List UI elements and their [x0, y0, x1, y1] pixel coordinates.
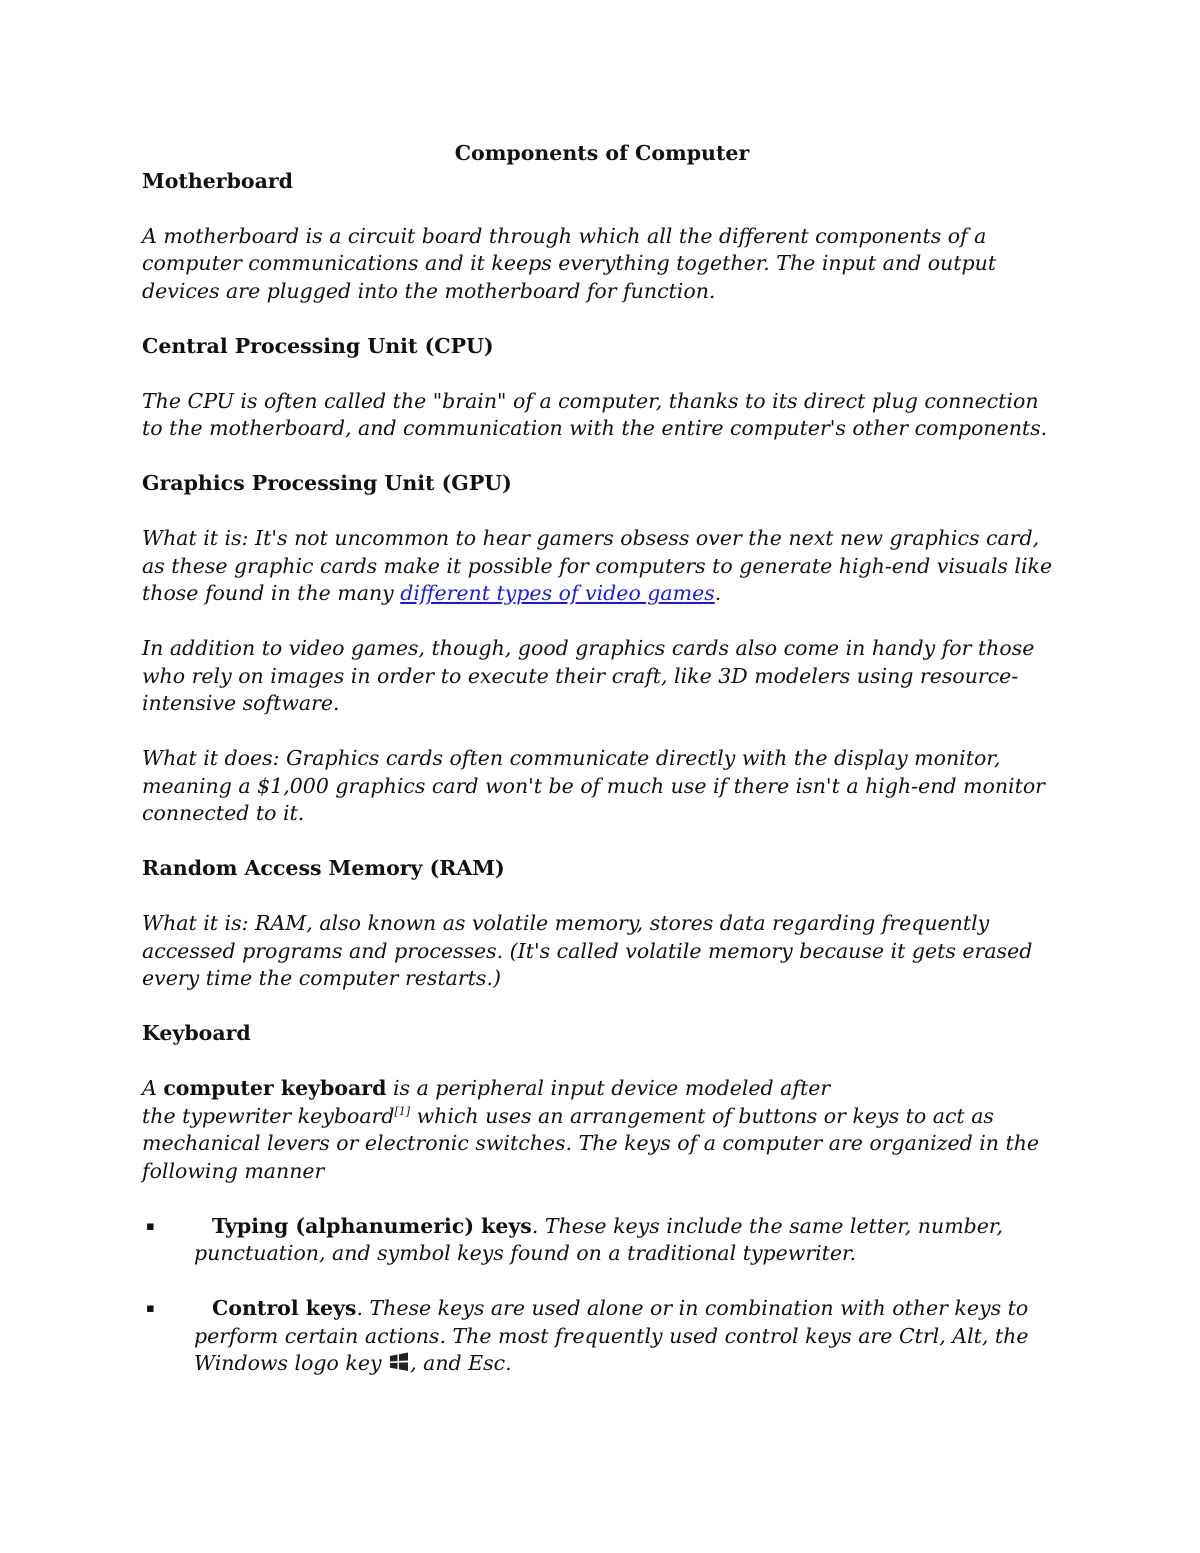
bullet-icon: ▪	[146, 1218, 155, 1234]
list-item-text-end: , and Esc.	[410, 1351, 512, 1375]
keyboard-intro	[142, 1075, 1062, 1185]
gpu-paragraph-3: What it does: Graphics cards often communicate directly with the display monitor, meaning a $1,000 graphics card won't be of much use if there isn't a high-end monitor connected to it.	[142, 746, 1045, 825]
keyboard-intro-a: A	[142, 1076, 164, 1100]
cpu-text: The CPU is often called the "brain" of a computer, thanks to its direct plug connection to the motherboard, and communication with the entire computer's other components.	[142, 388, 1048, 440]
ram-text: What it is: RAM, also known as volatile memory, stores data regarding frequently accessed programs and processes. (It's called volatile memory because it gets erased every time the computer restarts.)	[142, 911, 1033, 990]
windows-logo-icon	[388, 1351, 410, 1373]
list-item-text: . These keys are used alone or in combination with other keys to perform certain actions. The most frequently used control keys are Ctrl, Alt, the Windows logo key	[194, 1296, 1029, 1375]
keyboard-intro-b: is a peripheral input device modeled after	[386, 1076, 831, 1100]
keyboard-term: computer keyboard	[163, 1076, 387, 1100]
gpu-paragraph-1	[142, 525, 1062, 608]
gpu-paragraph-2: In addition to video games, though, good graphics cards also come in handy for those who rely on images in order to execute their craft, like 3D modelers using resource-intensive software.	[142, 636, 1035, 715]
list-item	[142, 1213, 1062, 1268]
keyboard-intro-d: which uses an arrangement of buttons or keys to act as mechanical levers or electronic switches. The keys of a computer are organized in the following manner	[142, 1103, 1040, 1183]
keyboard-heading: Keyboard	[142, 1021, 251, 1045]
list-item-title: Control keys	[212, 1296, 357, 1320]
document-title: Components of Computer	[454, 141, 750, 165]
list-item-title: Typing (alphanumeric) keys	[212, 1213, 532, 1238]
motherboard-text: A motherboard is a circuit board through which all the different components of a computer communications and it keeps everything together. The input and output devices are plugged into the motherboard for function.	[142, 223, 997, 303]
list-spacer	[142, 1268, 1062, 1296]
key-types-list	[142, 1213, 1062, 1378]
bullet-icon: ▪	[146, 1301, 155, 1316]
list-item	[142, 1295, 1062, 1378]
video-games-link[interactable]: different types of video games	[400, 581, 715, 605]
list-item-text: . These keys include the same letter, number, punctuation, and symbol keys found on a traditional typewriter.	[194, 1213, 1003, 1265]
keyboard-intro-c: the typewriter keyboard	[142, 1103, 395, 1128]
ram-heading: Random Access Memory (RAM)	[142, 856, 505, 880]
gpu-p1-end: .	[714, 581, 722, 605]
gpu-p1-text: What it is: It's not uncommon to hear gamers obsess over the next new graphics card, as these graphic cards make it possible for computers to generate high-end visuals like those found in the many	[142, 526, 1053, 605]
motherboard-heading: Motherboard	[142, 168, 294, 193]
document-page	[142, 140, 1062, 1378]
footnote-reference[interactable]: [1]	[394, 1104, 411, 1118]
gpu-heading: Graphics Processing Unit (GPU)	[142, 471, 512, 495]
cpu-heading: Central Processing Unit (CPU)	[142, 333, 494, 358]
